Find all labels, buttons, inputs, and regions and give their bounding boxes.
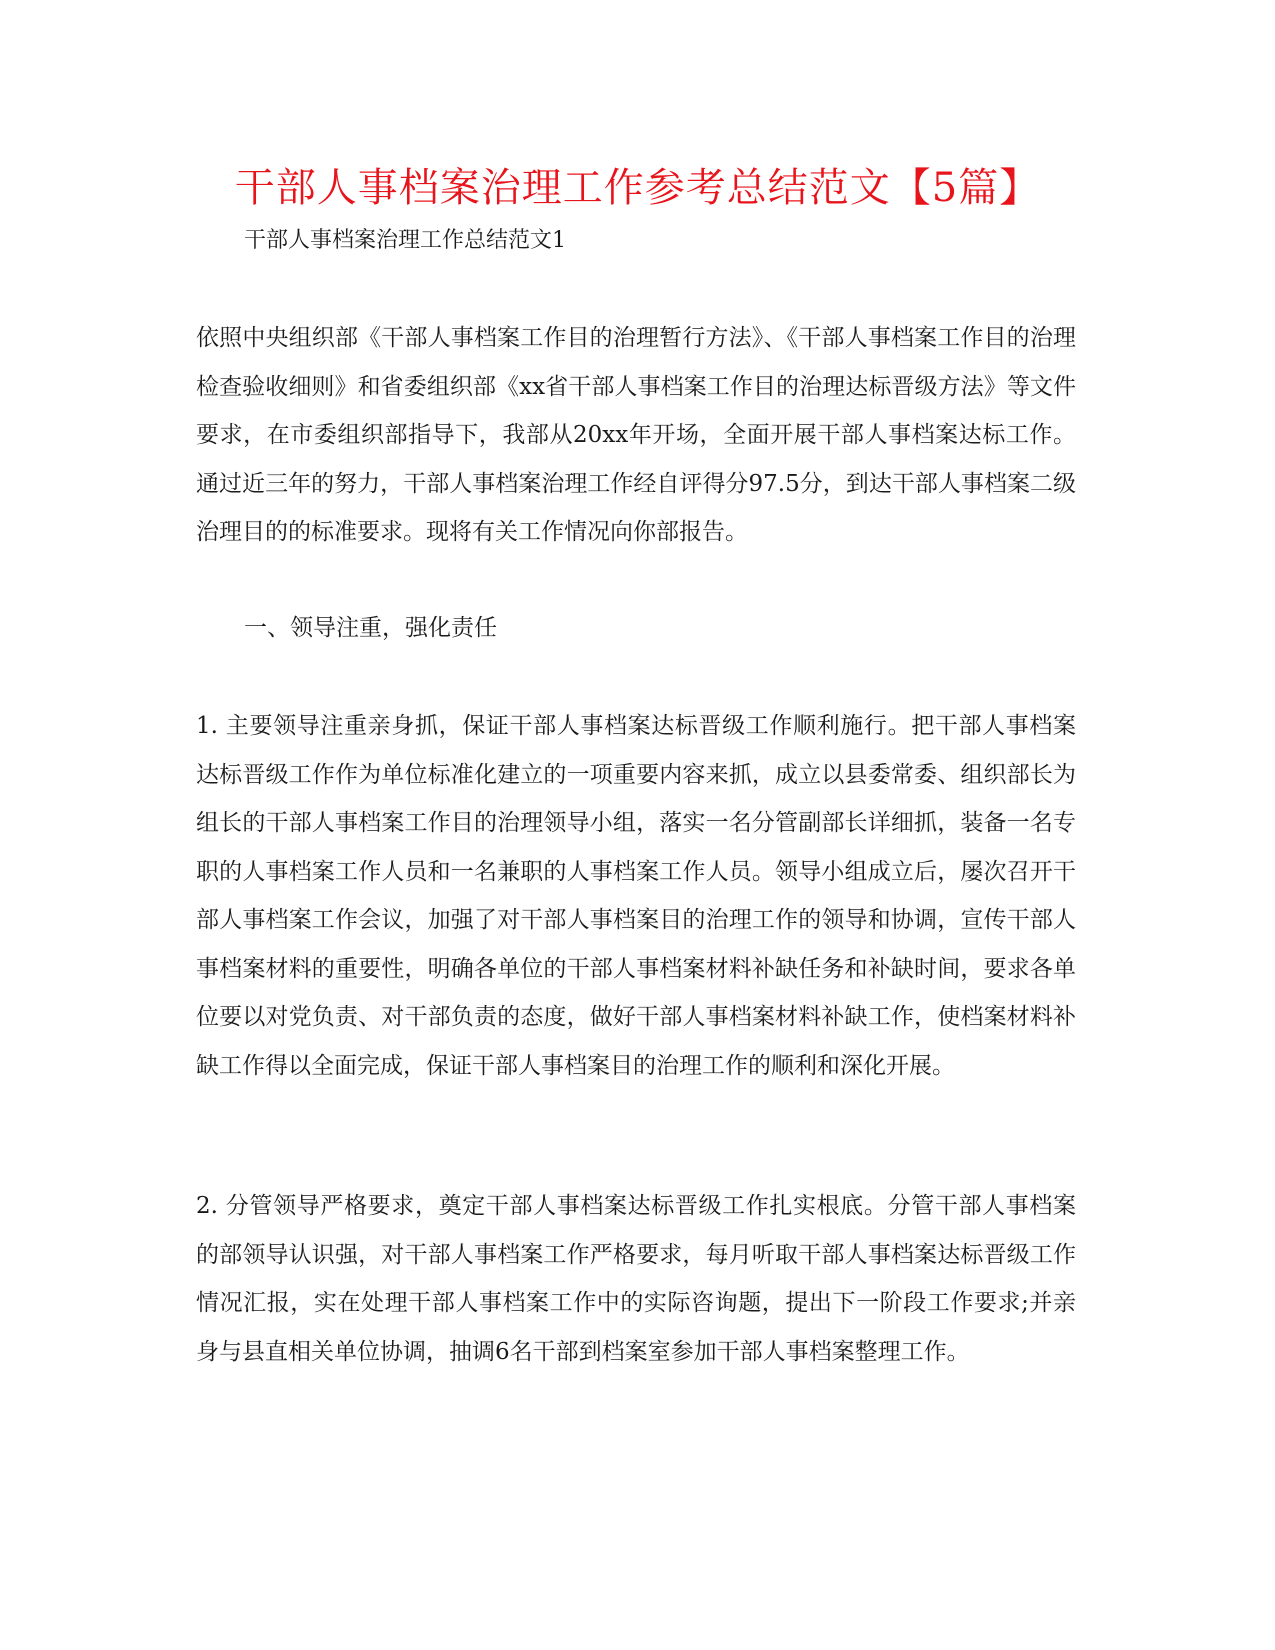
paragraph-item-1: 1. 主要领导注重亲身抓，保证干部人事档案达标晋级工作顺利施行。把干部人事档案达标晋级工作作为单位标准化建立的一项重要内容来抓，成立以县委常委、组织部长为组长的干部人事档案工作目的治理领导小组，落实一名分管副部长详细抓，装备一名专职的人事档案工作人员和一名兼职的人事档案工作人员。领导小组成立后，屡次召开干部人事档案工作会议，加强了对干部人事档案目的治理工作的领导和协调，宣传干部人事档案材料的重要性，明确各单位的干部人事档案材料补缺任务和补缺时间，要求各单位要以对党负责、对干部负责的态度，做好干部人事档案材料补缺工作，使档案材料补缺工作得以全面完成，保证干部人事档案目的治理工作的顺利和深化开展。 xyxy=(196,713,1076,1079)
paragraph-intro: 依照中央组织部《干部人事档案工作目的治理暂行方法》、《干部人事档案工作目的治理检查验收细则》和省委组织部《xx省干部人事档案工作目的治理达标晋级方法》等文件要求，在市委组织部指导下，我部从20xx年开场，全面开展干部人事档案达标工作。通过近三年的努力，干部人事档案治理工作经自评得分97.5分，到达干部人事档案二级治理目的的标准要求。现将有关工作情况向你部报告。 xyxy=(196,325,1076,545)
document-subtitle: 干部人事档案治理工作总结范文1 xyxy=(244,228,566,253)
paragraph-item-2: 2. 分管领导严格要求，奠定干部人事档案达标晋级工作扎实根底。分管干部人事档案的部领导认识强，对干部人事档案工作严格要求，每月听取干部人事档案达标晋级工作情况汇报，实在处理干部人事档案工作中的实际咨询题，提出下一阶段工作要求;并亲身与县直相关单位协调，抽调6名干部到档案室参加干部人事档案整理工作。 xyxy=(196,1193,1076,1365)
document-title: 干部人事档案治理工作参考总结范文【5篇】 xyxy=(234,165,1041,211)
section-heading: 一、领导注重，强化责任 xyxy=(244,615,497,641)
